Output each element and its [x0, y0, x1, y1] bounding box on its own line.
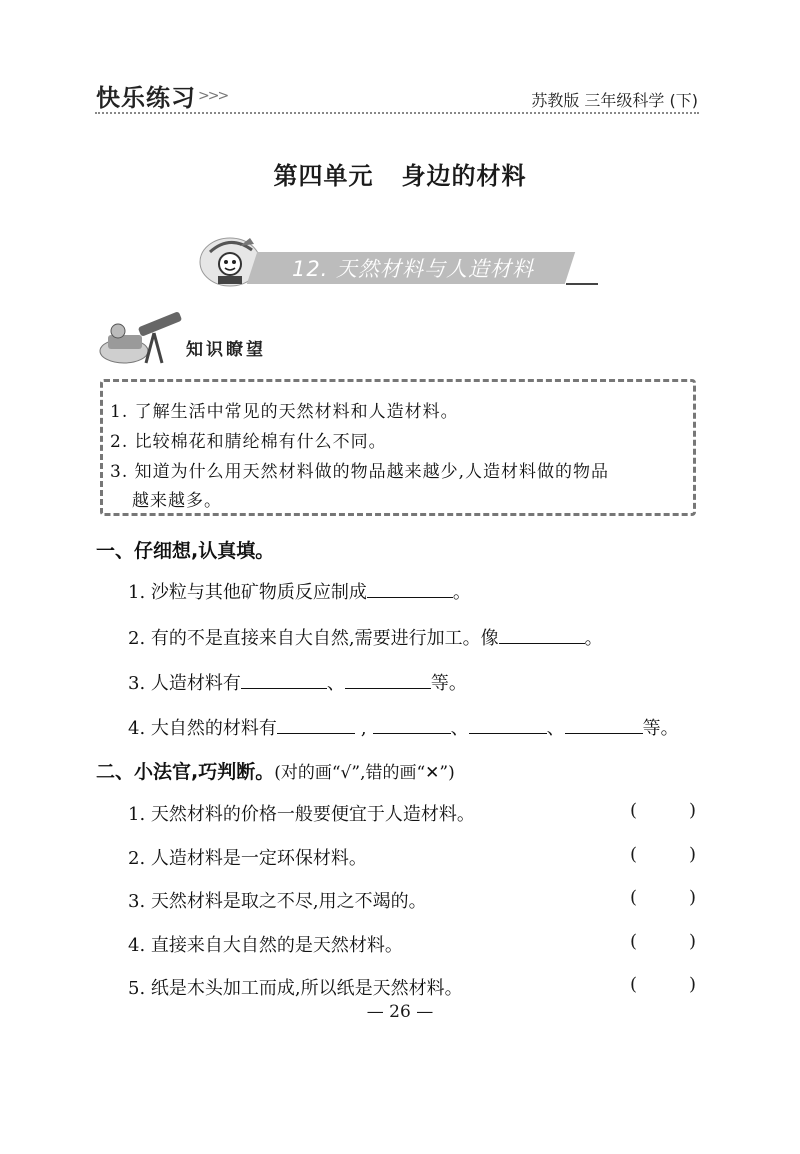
- paren-close: ): [688, 887, 696, 908]
- answer-parens[interactable]: [630, 887, 696, 908]
- paren-close: ): [688, 974, 696, 995]
- question-end: 等。: [430, 673, 467, 694]
- lesson-title: 12. 天然材料与人造材料: [291, 257, 535, 281]
- answer-blank[interactable]: [373, 715, 451, 734]
- question-end: 。: [584, 628, 603, 649]
- answer-blank[interactable]: [499, 625, 585, 644]
- goal-item: 2. 比较棉花和腈纶棉有什么不同。: [110, 432, 387, 452]
- fill-question-1: [128, 578, 471, 604]
- fill-question-3: [128, 669, 467, 695]
- paren-open: (: [630, 800, 638, 821]
- separator: ,: [360, 718, 367, 739]
- unit-name: 身边的材料: [401, 161, 527, 190]
- paren-close: ): [688, 931, 696, 952]
- page-number: — 26 —: [366, 1002, 434, 1022]
- edition-label: 苏教版 三年级科学 (下): [531, 91, 698, 110]
- separator: 、: [546, 718, 565, 739]
- separator: 、: [450, 718, 469, 739]
- section2-heading: 二、小法官,巧判断。: [96, 761, 275, 783]
- answer-blank[interactable]: [277, 715, 355, 734]
- banner-underline: [566, 283, 598, 285]
- goal-item: 1. 了解生活中常见的天然材料和人造材料。: [110, 402, 459, 422]
- paren-close: ): [688, 800, 696, 821]
- paren-open: (: [630, 974, 638, 995]
- fill-question-4: [128, 714, 679, 740]
- section2-note: (对的画“√”,错的画“✕”): [274, 763, 455, 783]
- fill-question-2: [128, 624, 603, 650]
- goal-item: 3. 知道为什么用天然材料做的物品越来越少,人造材料做的物品: [110, 462, 610, 482]
- answer-blank[interactable]: [565, 715, 643, 734]
- judge-item-5: 5. 纸是木头加工而成,所以纸是天然材料。: [128, 978, 463, 999]
- answer-parens[interactable]: [630, 931, 696, 952]
- chevron-icon: >>>: [198, 88, 228, 104]
- telescope-icon: [98, 305, 190, 367]
- question-text: 1. 沙粒与其他矿物质反应制成: [128, 582, 367, 603]
- unit-title: [0, 156, 800, 191]
- section2-title: [96, 757, 455, 784]
- paren-open: (: [630, 931, 638, 952]
- judge-item-3: 3. 天然材料是取之不尽,用之不竭的。: [128, 891, 427, 912]
- question-end: 等。: [642, 718, 679, 739]
- answer-blank[interactable]: [241, 670, 327, 689]
- paren-open: (: [630, 887, 638, 908]
- answer-parens[interactable]: [630, 844, 696, 865]
- judge-item-2: 2. 人造材料是一定环保材料。: [128, 848, 367, 869]
- unit-number: 第四单元: [273, 161, 374, 190]
- answer-blank[interactable]: [367, 579, 453, 598]
- goal-item: 越来越多。: [132, 491, 222, 511]
- answer-blank[interactable]: [345, 670, 431, 689]
- question-text: 4. 大自然的材料有: [128, 718, 277, 739]
- paren-close: ): [688, 844, 696, 865]
- answer-parens[interactable]: [630, 800, 696, 821]
- question-end: 。: [452, 582, 471, 603]
- question-text: 2. 有的不是直接来自大自然,需要进行加工。像: [128, 628, 499, 649]
- paren-open: (: [630, 844, 638, 865]
- header-divider: [95, 112, 699, 114]
- answer-blank[interactable]: [469, 715, 547, 734]
- knowledge-heading: 知识瞭望: [186, 340, 266, 360]
- judge-item-4: 4. 直接来自大自然的是天然材料。: [128, 935, 403, 956]
- brand-title: 快乐练习: [96, 84, 196, 112]
- judge-item-1: 1. 天然材料的价格一般要便宜于人造材料。: [128, 804, 475, 825]
- answer-parens[interactable]: [630, 974, 696, 995]
- separator: 、: [326, 673, 345, 694]
- section1-title: 一、仔细想,认真填。: [96, 540, 275, 562]
- question-text: 3. 人造材料有: [128, 673, 241, 694]
